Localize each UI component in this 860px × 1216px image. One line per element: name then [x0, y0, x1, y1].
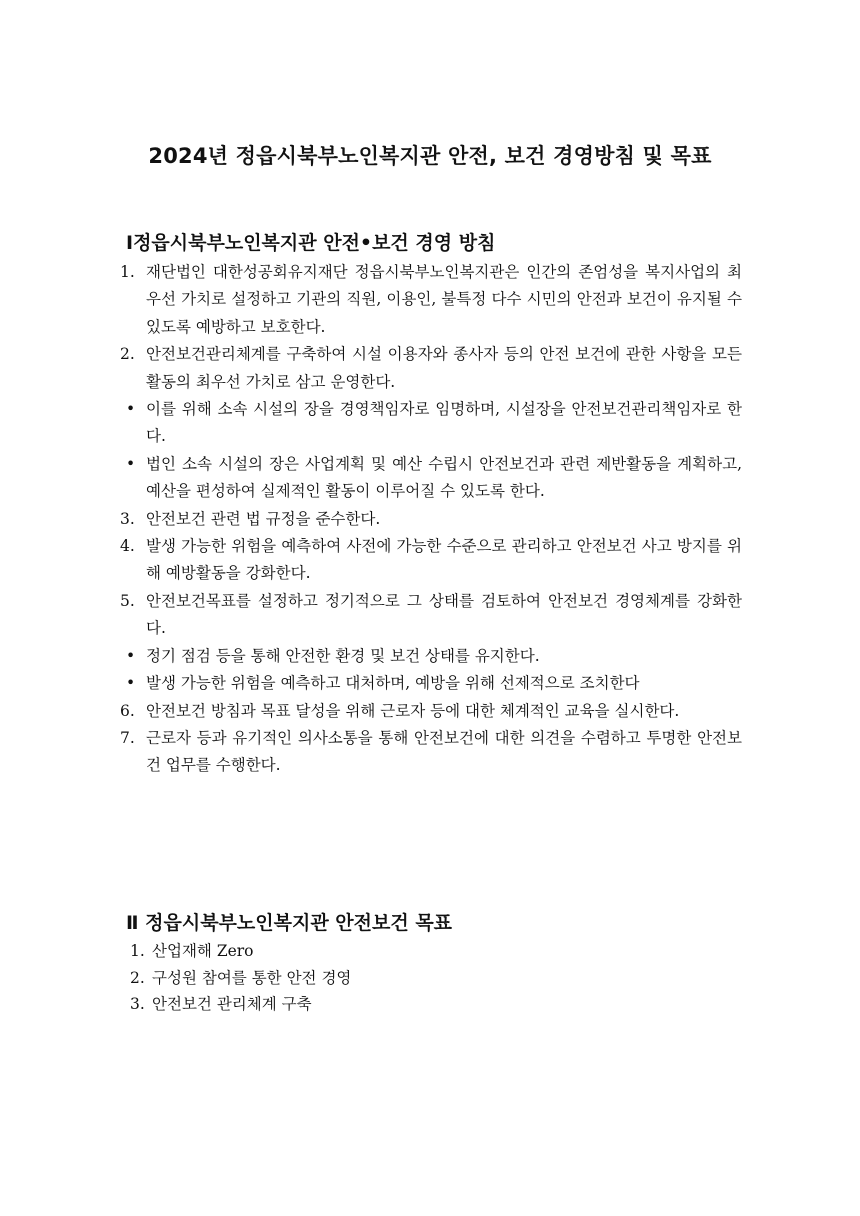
- goal-item-3: [130, 991, 752, 1018]
- goal-item-number: 2.: [130, 968, 145, 987]
- goal-list: [130, 938, 752, 1018]
- policy-subitem-text: 정기 점검 등을 통해 안전한 환경 및 보건 상태를 유지한다.: [146, 646, 540, 665]
- policy-subitem-2a: [120, 396, 742, 451]
- policy-item-5: [120, 588, 742, 643]
- policy-item-text: 안전보건 방침과 목표 달성을 위해 근로자 등에 대한 체계적인 교육을 실시한다.: [146, 701, 680, 720]
- policy-item-number: 6.: [120, 701, 135, 720]
- bullet-marker: •: [126, 400, 136, 419]
- goal-item-number: 3.: [130, 995, 145, 1013]
- section2-heading: Ⅱ 정읍시북부노인복지관 안전보건 목표: [126, 912, 453, 934]
- document-title: 2024년 정읍시북부노인복지관 안전, 보건 경영방침 및 목표: [148, 144, 712, 168]
- policy-subitem-5b: [120, 670, 742, 697]
- policy-item-4: [120, 533, 742, 588]
- policy-item-number: 4.: [120, 537, 135, 556]
- policy-item-text: 발생 가능한 위험을 예측하여 사전에 가능한 수준으로 관리하고 안전보건 사고 방지를 위해 예방활동을 강화한다.: [146, 537, 742, 583]
- policy-item-7: [120, 725, 742, 780]
- bullet-marker: •: [126, 646, 136, 665]
- policy-list: [120, 259, 742, 780]
- policy-item-number: 5.: [120, 591, 135, 610]
- policy-item-text: 안전보건목표를 설정하고 정기적으로 그 상태를 검토하여 안전보건 경영체계를 강화한다.: [146, 591, 742, 638]
- policy-item-text: 재단법인 대한성공회유지재단 정읍시북부노인복지관은 인간의 존엄성을 복지사업의 최우선 가치로 설정하고 기관의 직원, 이용인, 불특정 다수 시민의 안전과 보건이 유지될 수 있도록 예방하고 보호한다.: [146, 263, 742, 336]
- policy-item-number: 1.: [120, 263, 135, 281]
- goal-item-1: [130, 938, 752, 965]
- goal-item-number: 1.: [130, 942, 145, 960]
- goal-item-text: 안전보건 관리체계 구축: [152, 995, 312, 1013]
- policy-item-text: 안전보건관리체계를 구축하여 시설 이용자와 종사자 등의 안전 보건에 관한 사항을 모든 활동의 최우선 가치로 삼고 운영한다.: [146, 345, 742, 391]
- policy-item-6: [120, 698, 742, 725]
- policy-item-1: [120, 259, 742, 341]
- policy-subitem-2b: [120, 451, 742, 506]
- policy-subitem-text: 이를 위해 소속 시설의 장을 경영책임자로 임명하며, 시설장을 안전보건관리책임자로 한다.: [146, 400, 742, 446]
- policy-item-number: 7.: [120, 728, 135, 747]
- policy-item-text: 안전보건 관련 법 규정을 준수한다.: [146, 509, 381, 528]
- section1-heading: Ⅰ정읍시북부노인복지관 안전•보건 경영 방침: [126, 232, 496, 254]
- goal-item-text: 산업재해 Zero: [152, 942, 254, 960]
- policy-item-number: 2.: [120, 345, 135, 364]
- policy-item-2: [120, 341, 742, 396]
- policy-item-number: 3.: [120, 509, 135, 528]
- policy-subitem-text: 발생 가능한 위험을 예측하고 대처하며, 예방을 위해 선제적으로 조치한다: [146, 674, 640, 693]
- policy-subitem-5a: [120, 643, 742, 670]
- bullet-marker: •: [126, 454, 136, 473]
- policy-item-text: 근로자 등과 유기적인 의사소통을 통해 안전보건에 대한 의견을 수렴하고 투명한 안전보건 업무를 수행한다.: [146, 728, 742, 775]
- bullet-marker: •: [126, 674, 136, 693]
- policy-subitem-text: 법인 소속 시설의 장은 사업계획 및 예산 수립시 안전보건과 관련 제반활동을 계획하고, 예산을 편성하여 실제적인 활동이 이루어질 수 있도록 한다.: [146, 454, 742, 501]
- goal-item-text: 구성원 참여를 통한 안전 경영: [152, 968, 352, 987]
- policy-item-3: [120, 506, 742, 533]
- goal-item-2: [130, 965, 752, 992]
